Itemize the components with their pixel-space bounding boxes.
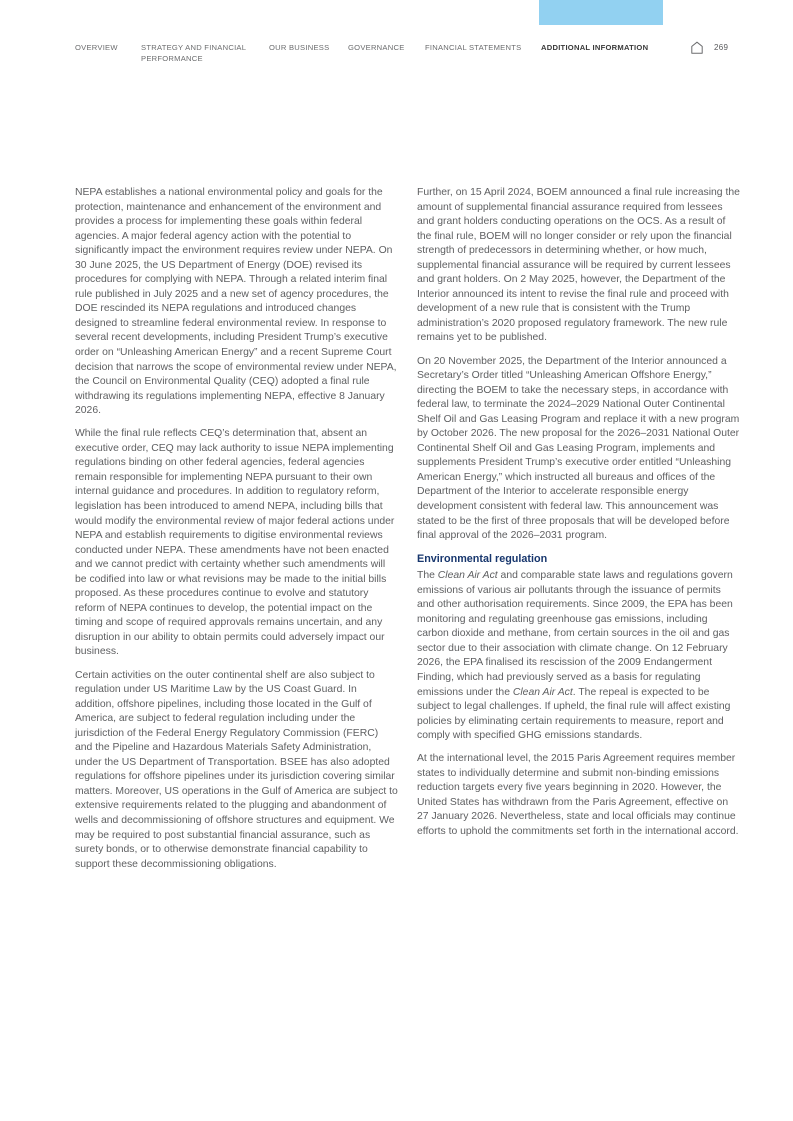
paragraph: On 20 November 2025, the Department of the Interior announced a Secretary’s Order titled “Unleashing American Offshore Energy,” directing the BOEM to take the necessary steps, in accordance with federal law, to terminate the 2024–2029 National Outer Continental Shelf Oil and Gas Leasing Program and replace it with a new program by October 2026. The new proposal for the 2026–2031 National Outer Continental Shelf Oil and Gas Leasing Program, implements and supplements President Trump’s executive order entitled “Unleashing American Energy,” which instructed all bureaus and offices of the Department of the Interior to accelerate responsible energy development consistent with federal law. This announcement was stated to be the first of three proposals that will be developed before final approval of the 2026–2031 program. [417, 355, 740, 542]
paragraph: While the final rule reflects CEQ’s determination that, absent an executive order, CEQ may lack authority to issue NEPA implementing regulations binding on other federal agencies, federal agencies remain responsible for implementing NEPA pursuant to their own internal guidance and procedures. In addition to regulatory reform, legislation has been introduced to amend NEPA, including bills that would modify the environmental review of major federal actions under NEPA and establish requirements to digitise environmental reviews conducted under NEPA. These amendments have not been enacted and we cannot predict with certainty whether such amendments will be codified into law or what revisions may be made to the initial bills proposed. As these procedures continue to evolve and statutory reform of NEPA continues to develop, the potential impact on the timing and scope of required approvals remains uncertain, and any disruption in our ability to obtain permits could adversely impact our business. [75, 428, 395, 658]
section-heading: Environmental regulation [417, 553, 548, 566]
nav-item-financial-statements[interactable]: FINANCIAL STATEMENTS [425, 43, 522, 52]
left-column [75, 186, 398, 881]
nav-item-our-business[interactable]: OUR BUSINESS [269, 43, 330, 52]
home-icon[interactable] [689, 40, 705, 56]
top-navigation [0, 0, 793, 80]
nav-item-overview[interactable]: OVERVIEW [75, 43, 118, 52]
nav-item-additional-information[interactable]: ADDITIONAL INFORMATION [541, 43, 649, 52]
paragraph: At the international level, the 2015 Paris Agreement requires member states to individually determine and submit non-binding emissions reduction targets every five years beginning in 2020. However, the United States has withdrawn from the Paris Agreement, effective on 27 January 2026. Nevertheless, state and local officials may continue efforts to uphold the commitments set forth in the international accord. [417, 753, 739, 837]
paragraph: Further, on 15 April 2024, BOEM announced a final rule increasing the amount of supplemental financial assurance required from lessees and grant holders conducting operations on the OCS. As a result of the final rule, BOEM will no longer consider or rely upon the financial strength of predecessors in determining whether, or how much, supplemental financial assurance will be required by current lessees and grant holders. On 2 May 2025, however, the Department of the Interior announced its intent to revise the final rule and proceed with development of a new rule that is consistent with the Trump administration’s 2020 proposed regulatory framework. The new rule remains yet to be published. [417, 187, 740, 344]
paragraph: Certain activities on the outer continental shelf are also subject to regulation under US Maritime Law by the US Coast Guard. In addition, offshore pipelines, including those located in the Gulf of America, are subject to federal regulation including under the jurisdiction of the Federal Energy Regulatory Commission (FERC) and the Pipeline and Hazardous Materials Safety Administration, under the US Department of Transportation. BSEE has also adopted regulations for offshore pipelines under its jurisdiction covering similar matters. Moreover, US operations in the Gulf of America are subject to extensive requirements related to the plugging and abandonment of wells and decommissioning of offshore structures and equipment. We may be required to post substantial financial assurance, such as surety bonds, or to otherwise demonstrate financial capability to support these decommissioning obligations. [75, 669, 398, 870]
nav-item-strategy-and-financial-performance[interactable]: STRATEGY AND FINANCIAL PERFORMANCE [141, 43, 246, 63]
right-column [417, 186, 740, 848]
nav-item-governance[interactable]: GOVERNANCE [348, 43, 405, 52]
page-number: 269 [714, 43, 729, 52]
paragraph: NEPA establishes a national environmental policy and goals for the protection, maintenance and enhancement of the environment and provides a process for implementing these goals within federal agencies. A major federal agency action with the potential to significantly impact the environment requires review under NEPA. On 30 June 2025, the US Department of Energy (DOE) revised its procedures for complying with NEPA. Through a related interim final rule published in July 2025 and a new set of agency procedures, the DOE rescinded its NEPA regulations and introduced changes designed to streamline federal environmental review. In response to several recent developments, including President Trump’s executive order on “Unleashing American Energy” and a recent Supreme Court decision that narrows the scope of environmental review under NEPA, the Council on Environmental Quality (CEQ) adopted a final rule withdrawing its regulations implementing NEPA, effective 8 January 2026. [75, 187, 397, 417]
paragraph: The Clean Air Act and comparable state laws and regulations govern emissions of various air pollutants through the issuance of permits and other authorisation requirements. Since 2009, the EPA has been monitoring and regulating greenhouse gas emissions, including carbon dioxide and methane, from certain sources in the oil and gas sector due to their association with climate change. On 12 February 2026, the EPA finalised its rescission of the 2009 Endangerment Finding, which had previously served as a basis for regulating emissions under the Clean Air Act. The repeal is expected to be subject to legal challenges. If upheld, the final rule will affect existing policies by eliminating certain requirements to measure, report and comply with specified GHG emissions standards. [417, 570, 733, 742]
